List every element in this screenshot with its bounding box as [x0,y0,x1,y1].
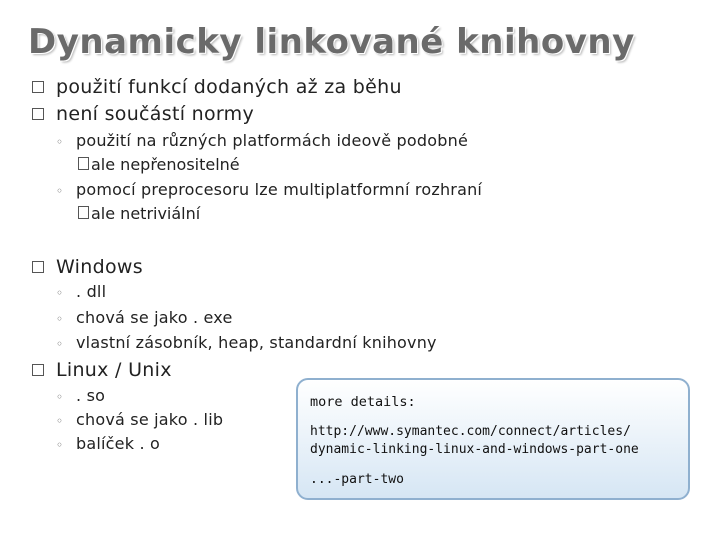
sub-bullet-item [56,308,233,327]
bullet-item [32,256,143,278]
placeholder-glyph-icon [78,157,89,170]
ring-bullet-icon: ◦ [56,135,64,149]
checkbox-bullet-icon [32,261,44,273]
ring-bullet-icon: ◦ [56,390,64,404]
sub-bullet-item [56,410,223,429]
bullet-text: není součástí normy [56,103,255,125]
sub-bullet-item [56,434,160,453]
bullet-item [32,76,402,98]
sub-bullet-text: balíček . o [76,434,161,453]
sub-bullet-item [56,282,106,301]
sub-bullet-item [56,131,468,150]
bullet-text: Windows [56,256,143,278]
sub2-bullet-item [78,204,200,223]
ring-bullet-icon: ◦ [56,337,64,351]
sub-bullet-text: chová se jako . lib [76,410,224,429]
ring-bullet-icon: ◦ [56,312,64,326]
sub-bullet-text: vlastní zásobník, heap, standardní knihovny [76,333,437,352]
sub-bullet-item [56,180,482,199]
ring-bullet-icon: ◦ [56,438,64,452]
bullet-item [32,359,172,381]
sub-bullet-text: . dll [76,282,107,301]
sub-bullet-text: . so [76,386,106,405]
sub2-bullet-item [78,155,240,174]
sub-bullet-text: chová se jako . exe [76,308,233,327]
slide-title: Dynamicky linkované knihovny [28,22,635,62]
bullet-item [32,103,254,125]
bullet-text: Linux / Unix [56,359,172,381]
ring-bullet-icon: ◦ [56,286,64,300]
sub-bullet-text: použití na různých platformách ideově podobné [76,131,468,150]
sub-bullet-text: pomocí preprocesoru lze multiplatformní rozhraní [76,180,483,199]
sub2-bullet-text: ale netriviální [91,204,201,223]
ring-bullet-icon: ◦ [56,184,64,198]
callout-link-line-1[interactable]: http://www.symantec.com/connect/articles/ [310,424,631,439]
checkbox-bullet-icon [32,81,44,93]
sub-bullet-item [56,333,437,352]
bullet-text: použití funkcí dodaných až za běhu [56,76,402,98]
placeholder-glyph-icon [78,206,89,219]
callout-link-line-2[interactable]: dynamic-linking-linux-and-windows-part-one [310,442,639,457]
checkbox-bullet-icon [32,108,44,120]
sub-bullet-item [56,386,105,405]
ring-bullet-icon: ◦ [56,414,64,428]
callout-link-line-3[interactable]: ...-part-two [310,472,404,487]
callout-heading: more details: [310,394,416,410]
sub2-bullet-text: ale nepřenositelné [91,155,240,174]
checkbox-bullet-icon [32,364,44,376]
details-callout [296,378,690,500]
